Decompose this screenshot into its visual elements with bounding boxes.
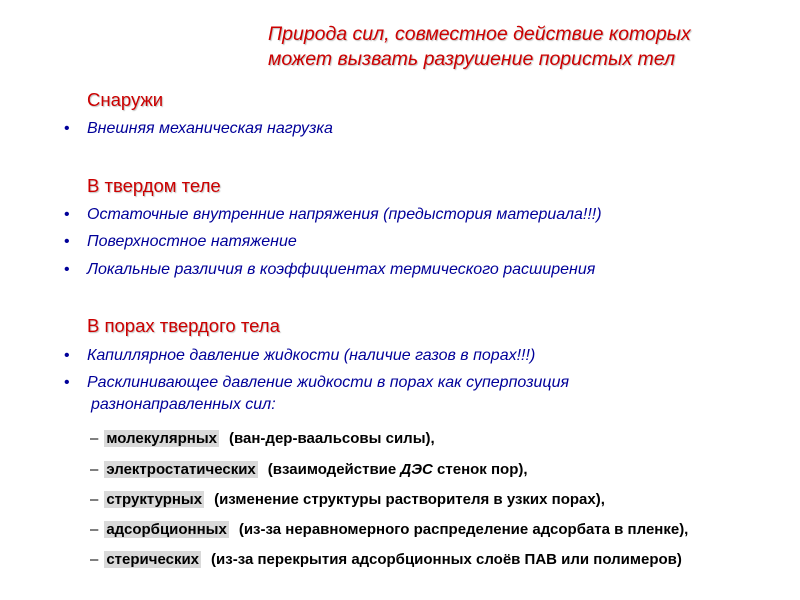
bullet-dot: • [64,120,70,137]
force-term: структурных [106,491,203,508]
section-heading-in-solid: В твердом теле [87,175,221,196]
dash-marker: – [90,430,99,447]
bullet-item [64,204,764,226]
slide-title-line-2: может вызвать разрушение пористых тел [268,48,675,70]
force-term: адсорбционных [106,521,227,538]
force-description-em: ДЭС [400,461,433,478]
slide-title [268,22,788,72]
force-term: молекулярных [106,430,218,447]
bullet-item [64,118,764,140]
section-heading-in-pores: В порах твердого тела [87,315,280,336]
bullet-item [64,345,764,367]
force-description: (из-за неравномерного распределение адсорбата в пленке), [238,521,689,538]
bullet-text: Локальные различия в коэффициентах термического расширения [87,261,596,278]
bullet-dot: • [64,374,70,391]
force-item-electrostatic [90,459,790,481]
force-item-structural [90,489,790,511]
bullet-text: Расклинивающее давление жидкости в порах как суперпозиция [87,374,570,391]
force-description: (ван-дер-ваальсовы силы), [229,430,435,447]
dash-marker: – [90,551,99,568]
bullet-item [64,372,764,416]
force-description: (изменение структуры растворителя в узких порах), [214,491,605,508]
force-item-adsorption [90,519,790,541]
bullet-text: Поверхностное натяжение [87,233,297,250]
bullet-text: Внешняя механическая нагрузка [87,120,333,137]
slide-title-line-1: Природа сил, совместное действие которых [268,23,691,45]
force-term: стерических [106,551,200,568]
bullet-item [64,259,764,281]
dash-marker: – [90,521,99,538]
force-description-start: (взаимодействие [267,461,401,478]
bullet-continuation: разнонаправленных сил: [91,396,276,413]
bullet-text: Остаточные внутренние напряжения (предыстория материала!!!) [87,206,602,223]
bullet-dot: • [64,347,70,364]
bullet-dot: • [64,206,70,223]
bullet-item [64,231,764,253]
dash-marker: – [90,491,99,508]
force-item-molecular [90,428,790,450]
force-term: электростатических [106,461,256,478]
force-item-steric [90,549,790,571]
force-description [268,461,528,478]
force-description: (из-за перекрытия адсорбционных слоёв ПАВ или полимеров) [211,551,682,568]
bullet-dot: • [64,233,70,250]
bullet-dot: • [64,261,70,278]
section-heading-outside: Снаружи [87,89,164,110]
dash-marker: – [90,461,99,478]
bullet-text: Капиллярное давление жидкости (наличие газов в порах!!!) [87,347,536,364]
force-description-end: стенок пор), [432,461,528,478]
